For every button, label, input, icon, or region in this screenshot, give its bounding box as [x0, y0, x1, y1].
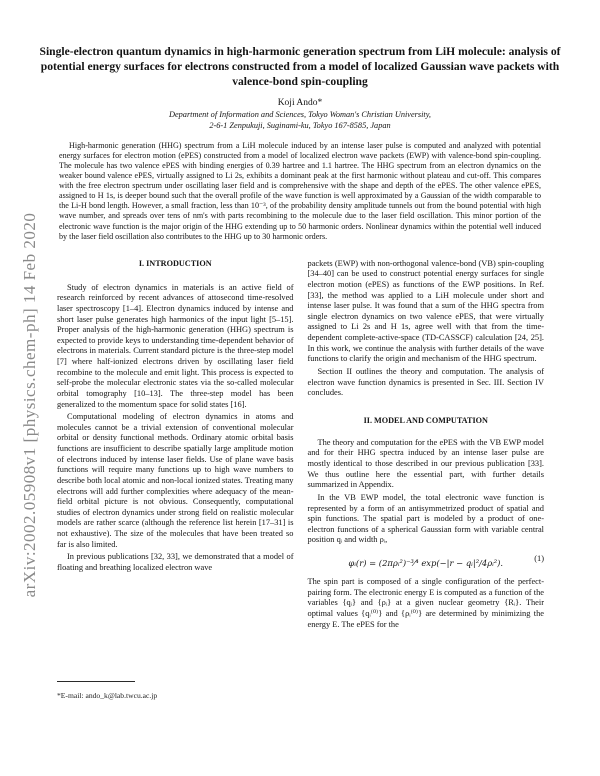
- model-paragraph-2: In the VB EWP model, the total electronic wave function is represented by a form of an antisymmetrized product of spatial and spin functions. The spatial part is modeled by a product of one-electron functions of a spherical Gaussian form with variable central position qᵢ and width ρᵢ,: [307, 492, 544, 545]
- model-paragraph-3: The spin part is composed of a single configuration of the perfect-pairing form. The electronic energy E is computed as a function of the variables {qᵢ} and {ρᵢ} at a given nuclear geometry {Rᵢ}. Their optimal values {qᵢ⁽⁰⁾} and {ρᵢ⁽⁰⁾} are determined by minimizing the energy E. The ePES for the: [307, 577, 544, 629]
- model-paragraph-1: The theory and computation for the ePES with the VB EWP model and for their HHG spectra induced by an intense laser pulse are mostly identical to those described in our previous publication [33]. We thus outline here the essential part, with further details summarized in Appendix.: [307, 437, 544, 490]
- footnote: [57, 681, 300, 700]
- equation-1: φᵢ(r) = (2πρᵢ²)⁻³⁄⁴ exp(−|r − qᵢ|²/4ρᵢ²).: [348, 558, 504, 569]
- paper-title: Single-electron quantum dynamics in high-harmonic generation spectrum from LiH molecule: analysis of potential energy surfaces for electrons constructed from a model of localized Gaussian wave packets with valence-bond spin-coupling: [39, 45, 561, 88]
- intro-paragraph-1: Study of electron dynamics in materials is an active field of research reinforced by recent advances of attosecond time-resolved laser spectroscopy [1–4]. Electron dynamics induced by intense and short laser pulse generates high harmonics of the input light [5–15]. Proper analysis of the high-harmonic generation (HHG) spectrum is expected to provide keys to understanding time-dependent behavior of electrons in materials. Current standard picture is the three-step model [7] where half-ionized electrons driven by oscillating laser field recombine to the molecule and emit light. This process is expected to self-probe the molecular electronic states via the so-called molecular orbital tomography [10–13]. The three-step model has been generalized to the momentum space for solid states [16].: [57, 282, 294, 409]
- left-column: [57, 259, 294, 631]
- intro-paragraph-outline: Section II outlines the theory and computation. The analysis of electron wave function dynamics is presented in Sec. III. Section IV concludes.: [307, 366, 544, 398]
- footnote-email: *E-mail: ando_k@lab.twcu.ac.jp: [57, 691, 158, 700]
- body-columns: [57, 259, 544, 631]
- paper-header: [0, 0, 600, 132]
- section-heading-model: II. MODEL AND COMPUTATION: [363, 415, 488, 425]
- equation-1-row: [308, 553, 545, 571]
- equation-1-number: (1): [534, 554, 544, 564]
- affiliation-line-1: Department of Information and Sciences, Tokyo Woman's Christian University,: [168, 110, 432, 120]
- section-heading-introduction: I. INTRODUCTION: [138, 258, 212, 268]
- intro-paragraph-3: In previous publications [32, 33], we demonstrated that a model of floating and breathing localized electron wave: [57, 552, 294, 572]
- intro-paragraph-continued: packets (EWP) with non-orthogonal valence-bond (VB) spin-coupling [34–40] can be used to construct potential energy surfaces for single electron motion (ePES) as functions of the EWP positions. In Ref. [33], the method was applied to a LiH molecule under short and intense laser pulse. It was found that a sum of the HHG spectra from single electron dynamics on two valence ePES, that were virtually assigned to Li 2s and H 1s, agree well with that from the time-dependent complete-active-space (TD-CASSCF) calculation [24, 25]. In this work, we continue the analysis with further details of the wave functions to clarify the origin and mechanism of the HHG spectrum.: [307, 258, 544, 364]
- abstract: High-harmonic generation (HHG) spectrum from a LiH molecule induced by an intense laser pulse is computed and analyzed with potential energy surfaces for electron motion (ePES) constructed from a model of localized electron wave packets (EWP) with valence-bond spin-coupling. The molecule has two valence ePES with binding energies of 0.39 hartree and 1.1 hartree. The HHG spectrum from an electron dynamics on the weaker bound valence ePES, virtually assigned to Li 2s, exhibits a dominant peak at the first harmonic without plateau and cut-off. This compares with the free electron spectrum under oscillating laser field and is comprehensive with the shape and depth of the ePES. The other valence ePES, assigned to H 1s, is deeper bound such that the overall profile of the wave function is well approximated by a Gaussian of the width comparable to the Li-H bond length. However, a small fraction, less than 10⁻³, of the probability density amplitude tunnels out from the bound potential with high wave number, and spreads over tens of nm's with parts recombining to the molecule due to the laser field oscillation. This minor portion of the electronic wave function is the major origin of the HHG extending up to 50 harmonic orders. Nonlinear dynamics within the potential well induced by the laser field oscillation also contributes to the HHG up to 30 harmonic orders.: [59, 141, 541, 241]
- affiliation-line-2: 2-6-1 Zenpukuji, Suginami-ku, Tokyo 167-8585, Japan: [209, 121, 391, 131]
- arxiv-watermark: arXiv:2002.05908v1 [physics.chem-ph] 14 Feb 2020: [20, 212, 39, 598]
- footnote-rule: [57, 681, 135, 682]
- intro-paragraph-2: Computational modeling of electron dynamics in atoms and molecules cannot be a trivial extension of conventional molecular orbital or density functional methods. Ordinary atomic orbital basis functions are insufficient to describe spatially large amplitude motion of electrons induced by intense laser fields. Use of plane wave basis functions will require many functions up to high wave numbers to describe both local atomic and non-local ionized states. Treating many electrons will add further complexities where adequacy of the mean-field orbital picture is not obvious. Consequently, computational studies of electron dynamics under strong field on realistic molecular models are rather scarce (although the reference list herein [17–31] is not exhaustive). The size of the molecules that have been treated so far is also limited.: [57, 412, 294, 549]
- right-column: [308, 259, 545, 631]
- author-name: Koji Ando*: [277, 98, 323, 109]
